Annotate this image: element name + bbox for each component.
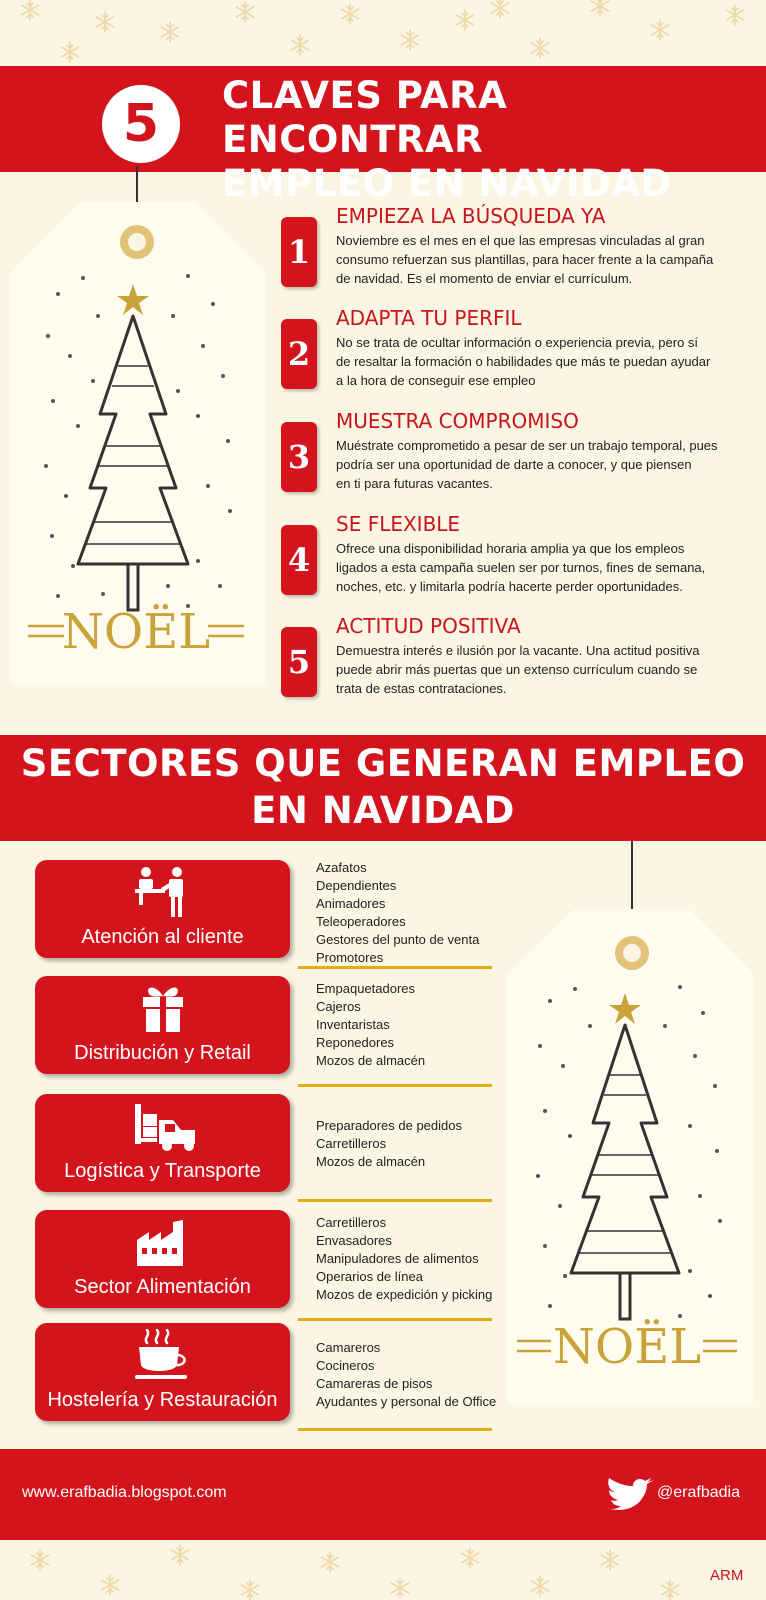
key-title: MUESTRA COMPROMISO: [336, 409, 579, 433]
sector-label: Logística y Transporte: [64, 1160, 261, 1182]
divider: [298, 1428, 492, 1431]
job-item: Operarios de línea: [316, 1269, 423, 1284]
key-description: Muéstrate comprometido a pesar de ser un trabajo temporal, pues podría ser una oportunidad de darte a conocer, y que piensen en ti para futuras vacantes.: [336, 438, 718, 491]
key-number: 5: [281, 627, 317, 697]
key-description: Noviembre es el mes en el que las empresas vinculadas al gran consumo refuerzan sus plantillas, para hacer frente a la campaña de navidad. Es el momento de enviar el currículum.: [336, 233, 714, 286]
noel-tag-left: [8, 166, 270, 690]
job-item: Carretilleros: [316, 1215, 387, 1230]
job-item: Cajeros: [316, 999, 361, 1014]
sector-food: [35, 1210, 290, 1308]
key-description: Demuestra interés e ilusión por la vacante. Una actitud positiva puede abrir más puertas que un extenso currículum cuando se trata de estas contrataciones.: [336, 643, 700, 696]
twitter-bird-icon: [605, 1478, 655, 1516]
key-title: EMPIEZA LA BÚSQUEDA YA: [336, 204, 606, 228]
noel-tag-right: [505, 841, 755, 1411]
key-item-3: [281, 408, 751, 500]
job-item: Animadores: [316, 896, 386, 911]
sectors-title-line2: EN NAVIDAD: [251, 789, 515, 832]
job-item: Empaquetadores: [316, 981, 416, 996]
job-item: Dependientes: [316, 878, 397, 893]
job-item: Reponedores: [316, 1035, 395, 1050]
key-number: 4: [281, 525, 317, 595]
author-credit: ARM: [710, 1567, 744, 1584]
job-item: Ayudantes y personal de Office: [316, 1394, 497, 1409]
job-list: [316, 1214, 516, 1304]
main-title-line1: CLAVES PARA ENCONTRAR: [222, 74, 508, 161]
main-title: [222, 74, 766, 206]
forklift-icon: [133, 1100, 199, 1152]
job-item: Gestores del punto de venta: [316, 932, 480, 947]
job-item: Mozos de almacén: [316, 1154, 426, 1169]
sector-logistics: [35, 1094, 290, 1192]
key-description: No se trata de ocultar información o experiencia previa, pero sí de resaltar la formación o habilidades que más te puedan ayudar a la hora de conseguir ese empleo: [336, 335, 711, 388]
sector-label: Hostelería y Restauración: [47, 1389, 278, 1411]
sector-label: Distribución y Retail: [74, 1042, 251, 1064]
key-number: 3: [281, 422, 317, 492]
job-list: [316, 1117, 516, 1171]
divider: [298, 1199, 492, 1202]
blog-link[interactable]: www.erafbadia.blogspot.com: [22, 1484, 227, 1501]
job-list: [316, 859, 516, 967]
sector-hospitality: [35, 1323, 290, 1421]
sector-customer-service: [35, 860, 290, 958]
divider: [298, 966, 492, 969]
coffee-cup-icon: [133, 1329, 193, 1381]
job-list: [316, 980, 516, 1070]
job-item: Cocineros: [316, 1358, 375, 1373]
job-item: Mozos de expedición y picking: [316, 1287, 493, 1302]
job-item: Manipuladores de alimentos: [316, 1251, 479, 1266]
twitter-handle-link[interactable]: @erafbadia: [657, 1484, 740, 1501]
number-badge: 5: [102, 85, 180, 163]
job-item: Camareros: [316, 1340, 381, 1355]
job-item: Inventaristas: [316, 1017, 390, 1032]
key-title: ACTITUD POSITIVA: [336, 614, 521, 638]
factory-icon: [133, 1216, 193, 1268]
key-item-2: [281, 305, 751, 397]
key-title: ADAPTA TU PERFIL: [336, 306, 522, 330]
job-item: Azafatos: [316, 860, 367, 875]
divider: [298, 1318, 492, 1321]
sectors-title-line1: SECTORES QUE GENERAN EMPLEO: [20, 742, 746, 785]
key-number: 1: [281, 217, 317, 287]
job-item: Envasadores: [316, 1233, 392, 1248]
job-item: Teleoperadores: [316, 914, 406, 929]
key-item-1: [281, 203, 751, 295]
noel-word-left: NOËL: [61, 604, 211, 660]
key-item-4: [281, 511, 751, 603]
customer-service-icon: [133, 866, 193, 918]
sector-retail: [35, 976, 290, 1074]
key-description: Ofrece una disponibilidad horaria amplia ya que los empleos ligados a esta campaña suelen ser por turnos, fines de semana, noches, etc. y limitarla podría hacerte perder oportunidades.: [336, 541, 706, 594]
job-item: Carretilleros: [316, 1136, 387, 1151]
noel-word-right: NOËL: [552, 1319, 702, 1375]
sectors-title: [0, 740, 766, 834]
divider: [298, 1084, 492, 1087]
key-item-5: [281, 613, 751, 705]
job-item: Mozos de almacén: [316, 1053, 426, 1068]
job-list: [316, 1339, 516, 1411]
job-item: Camareras de pisos: [316, 1376, 433, 1391]
job-item: Preparadores de pedidos: [316, 1118, 462, 1133]
sector-label: Atención al cliente: [81, 926, 244, 948]
sector-label: Sector Alimentación: [74, 1276, 251, 1298]
gift-icon: [133, 982, 193, 1034]
main-title-line2: EMPLEO EN NAVIDAD: [222, 162, 672, 205]
job-item: Promotores: [316, 950, 384, 965]
key-title: SE FLEXIBLE: [336, 512, 461, 536]
key-number: 2: [281, 319, 317, 389]
